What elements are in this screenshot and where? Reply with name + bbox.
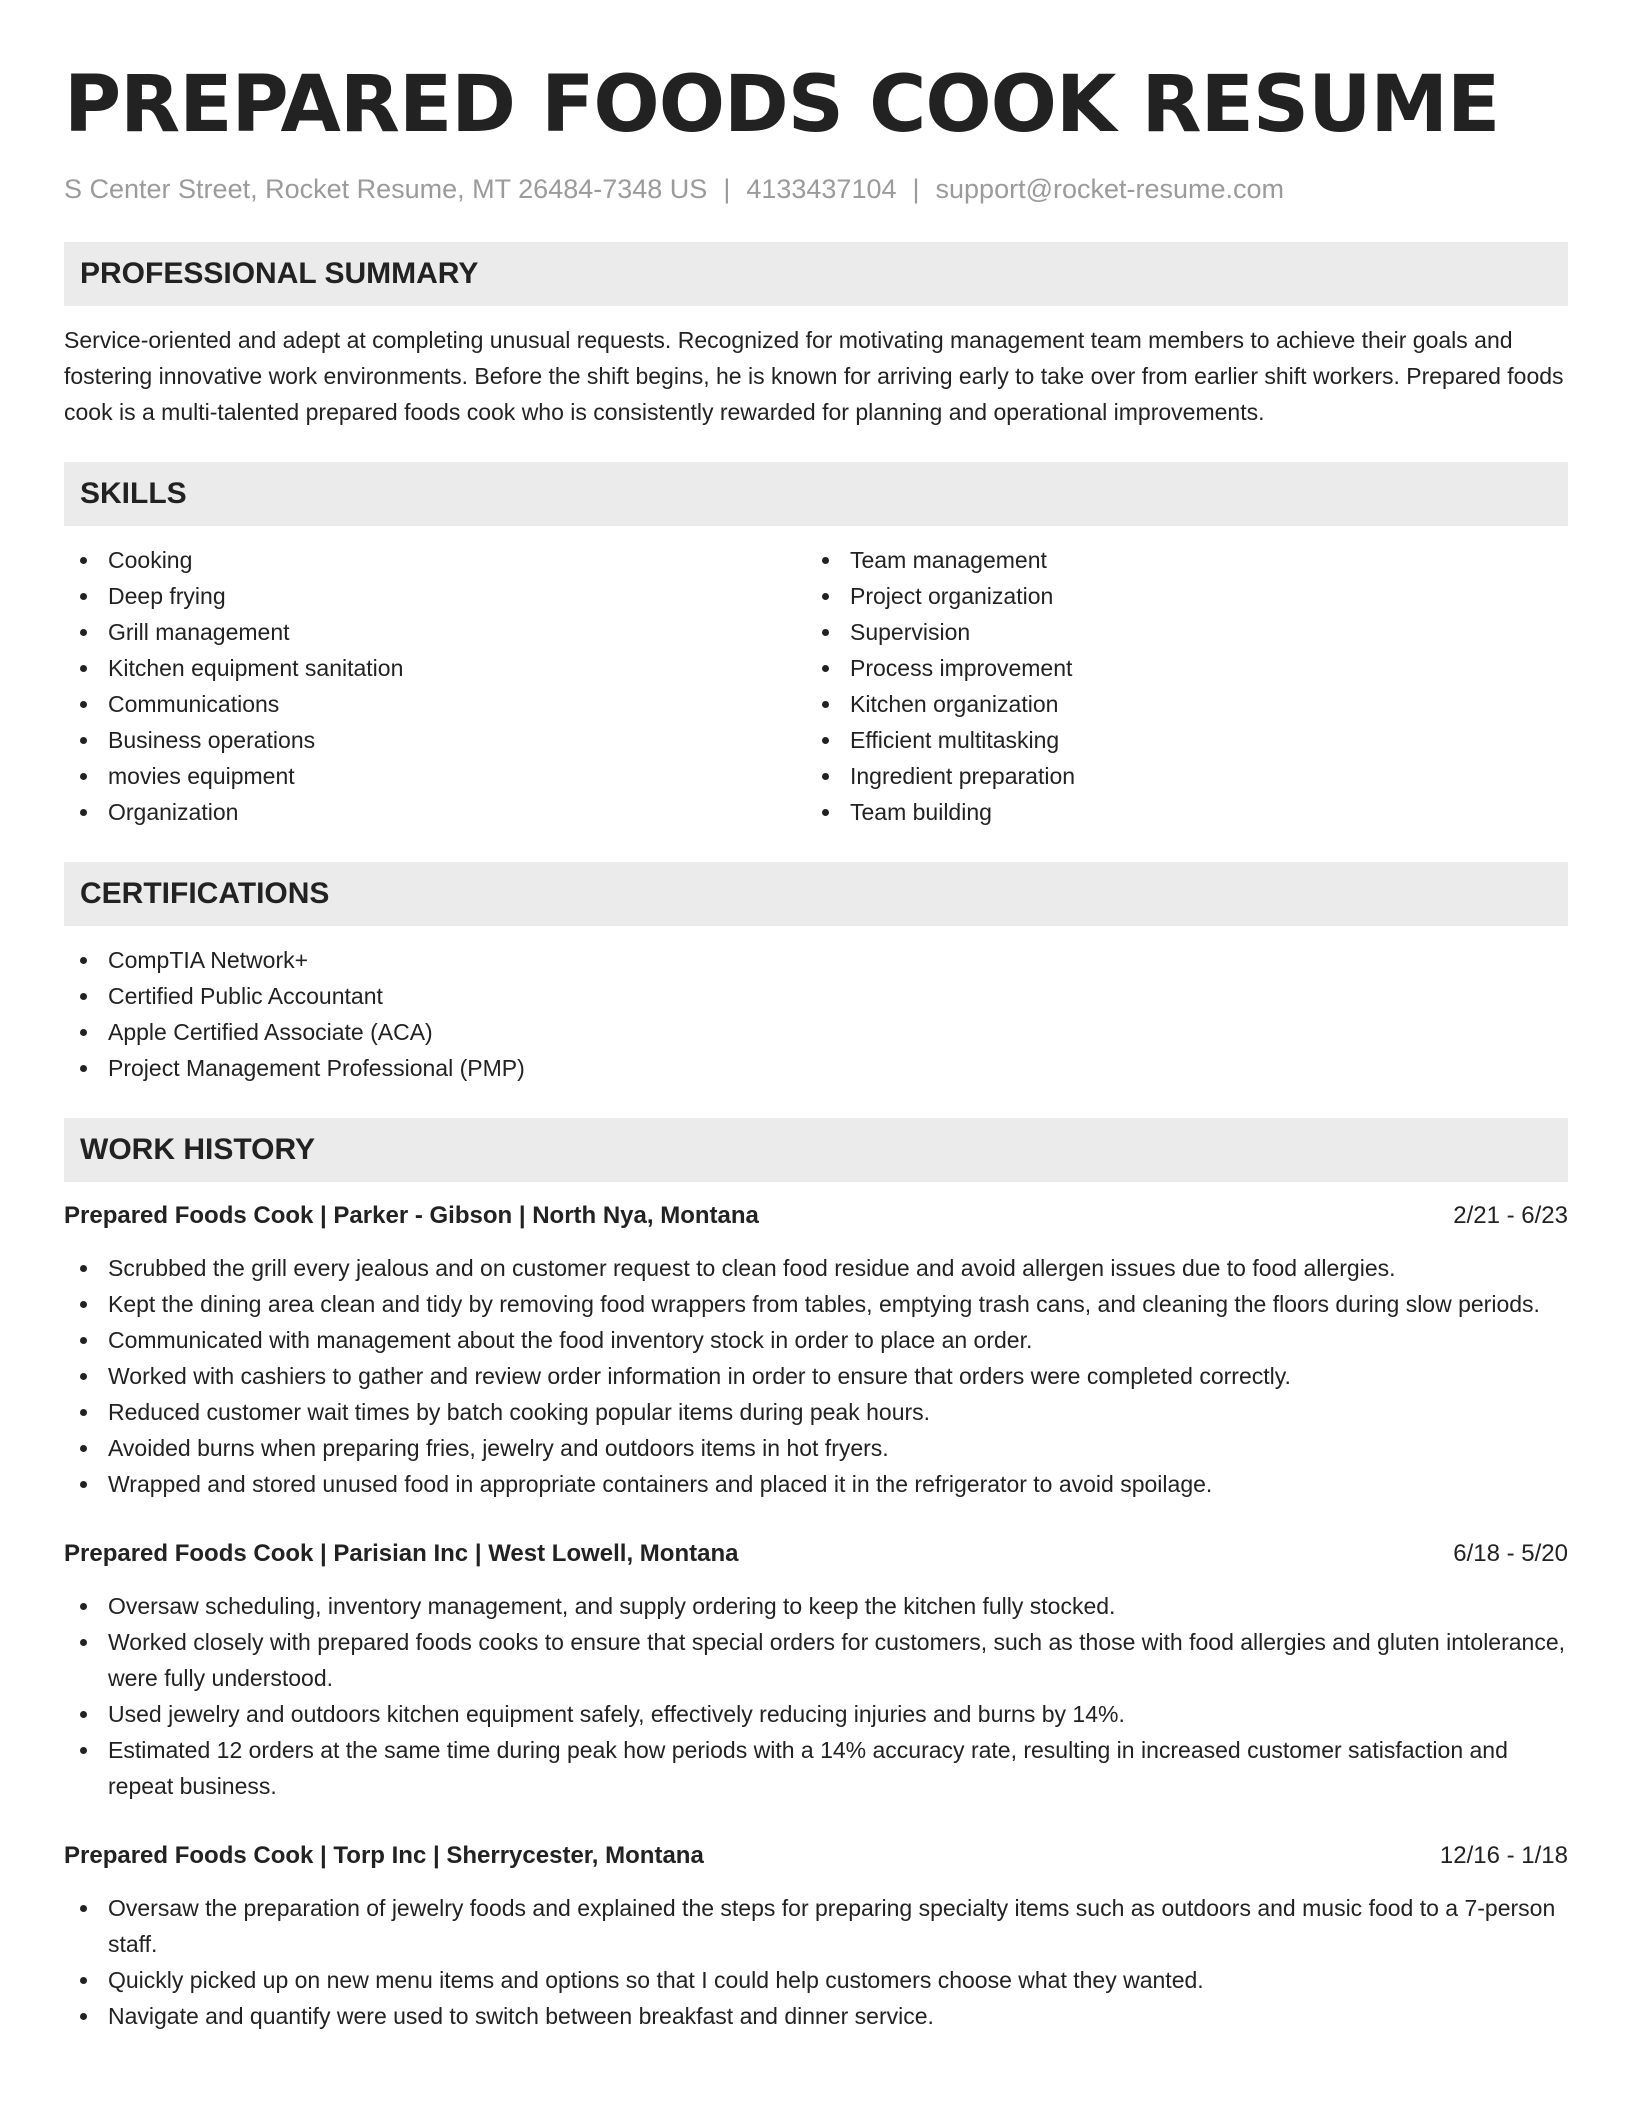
job-bullet: Avoided burns when preparing fries, jewelry and outdoors items in hot fryers. — [64, 1430, 1568, 1466]
job-bullet: Navigate and quantify were used to switch between breakfast and dinner service. — [64, 1998, 1568, 2034]
job-bullet: Oversaw the preparation of jewelry foods and explained the steps for preparing specialty items such as outdoors and music food to a 7-person staff. — [64, 1890, 1568, 1962]
certifications-list — [64, 942, 1568, 1086]
skills-heading: SKILLS — [64, 462, 1568, 526]
summary-text: Service-oriented and adept at completing unusual requests. Recognized for motivating management team members to achieve their goals and fostering innovative work environments. Before the shift begins, he is known for arriving early to take over from earlier shift workers. Prepared foods cook is a multi-talented prepared foods cook who is consistently rewarded for planning and operational improvements. — [64, 327, 1564, 425]
job-bullet: Communicated with management about the food inventory stock in order to place an order. — [64, 1322, 1568, 1358]
skills-list — [64, 542, 1568, 830]
job-dates: 2/21 - 6/23 — [1453, 1202, 1568, 1229]
job-entry — [64, 1198, 1568, 1502]
resume-page — [64, 0, 1568, 2034]
job-bullet: Oversaw scheduling, inventory management, and supply ordering to keep the kitchen fully stocked. — [64, 1588, 1568, 1624]
job-bullet: Kept the dining area clean and tidy by removing food wrappers from tables, emptying trash cans, and cleaning the floors during slow periods. — [64, 1286, 1568, 1322]
skill-item: Organization — [64, 794, 806, 830]
certification-item: Project Management Professional (PMP) — [64, 1050, 1568, 1086]
job-bullet: Estimated 12 orders at the same time during peak how periods with a 14% accuracy rate, resulting in increased customer satisfaction and repeat business. — [64, 1732, 1568, 1804]
contact-address: S Center Street, Rocket Resume, MT 26484-7348 US — [64, 174, 708, 204]
contact-email: support@rocket-resume.com — [935, 174, 1285, 204]
skill-item: Project organization — [806, 578, 1548, 614]
job-header — [64, 1198, 1568, 1234]
certifications-heading: CERTIFICATIONS — [64, 862, 1568, 926]
contact-phone: 4133437104 — [746, 174, 897, 204]
certification-item: Apple Certified Associate (ACA) — [64, 1014, 1568, 1050]
job-bullet: Wrapped and stored unused food in appropriate containers and placed it in the refrigerator to avoid spoilage. — [64, 1466, 1568, 1502]
skill-item: Business operations — [64, 722, 806, 758]
summary-heading: PROFESSIONAL SUMMARY — [64, 242, 1568, 306]
skill-item: Process improvement — [806, 650, 1548, 686]
job-bullets — [64, 1250, 1568, 1502]
skill-item: Team management — [806, 542, 1548, 578]
contact-separator: | — [912, 174, 920, 204]
skill-item: Kitchen organization — [806, 686, 1548, 722]
job-header — [64, 1536, 1568, 1572]
skill-item: Efficient multitasking — [806, 722, 1548, 758]
certification-item: CompTIA Network+ — [64, 942, 1568, 978]
job-bullet: Worked with cashiers to gather and review order information in order to ensure that orders were completed correctly. — [64, 1358, 1568, 1394]
job-bullets — [64, 1588, 1568, 1804]
job-title: Prepared Foods Cook | Parisian Inc | West Lowell, Montana — [64, 1540, 739, 1567]
skills-column-right — [806, 542, 1548, 830]
skill-item: Deep frying — [64, 578, 806, 614]
skills-column-left — [64, 542, 806, 830]
skill-item: Grill management — [64, 614, 806, 650]
resume-title: PREPARED FOODS COOK RESUME — [64, 60, 1500, 150]
job-bullets — [64, 1890, 1568, 2034]
job-entry — [64, 1536, 1568, 1804]
job-bullet: Reduced customer wait times by batch cooking popular items during peak hours. — [64, 1394, 1568, 1430]
skill-item: movies equipment — [64, 758, 806, 794]
job-dates: 12/16 - 1/18 — [1439, 1842, 1568, 1869]
job-title: Prepared Foods Cook | Parker - Gibson | North Nya, Montana — [64, 1202, 759, 1229]
skill-item: Kitchen equipment sanitation — [64, 650, 806, 686]
skill-item: Cooking — [64, 542, 806, 578]
job-bullet: Quickly picked up on new menu items and options so that I could help customers choose what they wanted. — [64, 1962, 1568, 1998]
certification-item: Certified Public Accountant — [64, 978, 1568, 1014]
skill-item: Ingredient preparation — [806, 758, 1548, 794]
work-history-heading: WORK HISTORY — [64, 1118, 1568, 1182]
job-title: Prepared Foods Cook | Torp Inc | Sherrycester, Montana — [64, 1842, 704, 1869]
contact-separator: | — [723, 174, 731, 204]
job-header — [64, 1838, 1568, 1874]
job-bullet: Used jewelry and outdoors kitchen equipment safely, effectively reducing injuries and burns by 14%. — [64, 1696, 1568, 1732]
job-dates: 6/18 - 5/20 — [1453, 1540, 1568, 1567]
job-bullet: Worked closely with prepared foods cooks to ensure that special orders for customers, such as those with food allergies and gluten intolerance, were fully understood. — [64, 1624, 1568, 1696]
skill-item: Communications — [64, 686, 806, 722]
contact-line — [64, 172, 1568, 206]
job-bullet: Scrubbed the grill every jealous and on customer request to clean food residue and avoid allergen issues due to food allergies. — [64, 1250, 1568, 1286]
job-entry — [64, 1838, 1568, 2034]
skill-item: Team building — [806, 794, 1548, 830]
skill-item: Supervision — [806, 614, 1548, 650]
